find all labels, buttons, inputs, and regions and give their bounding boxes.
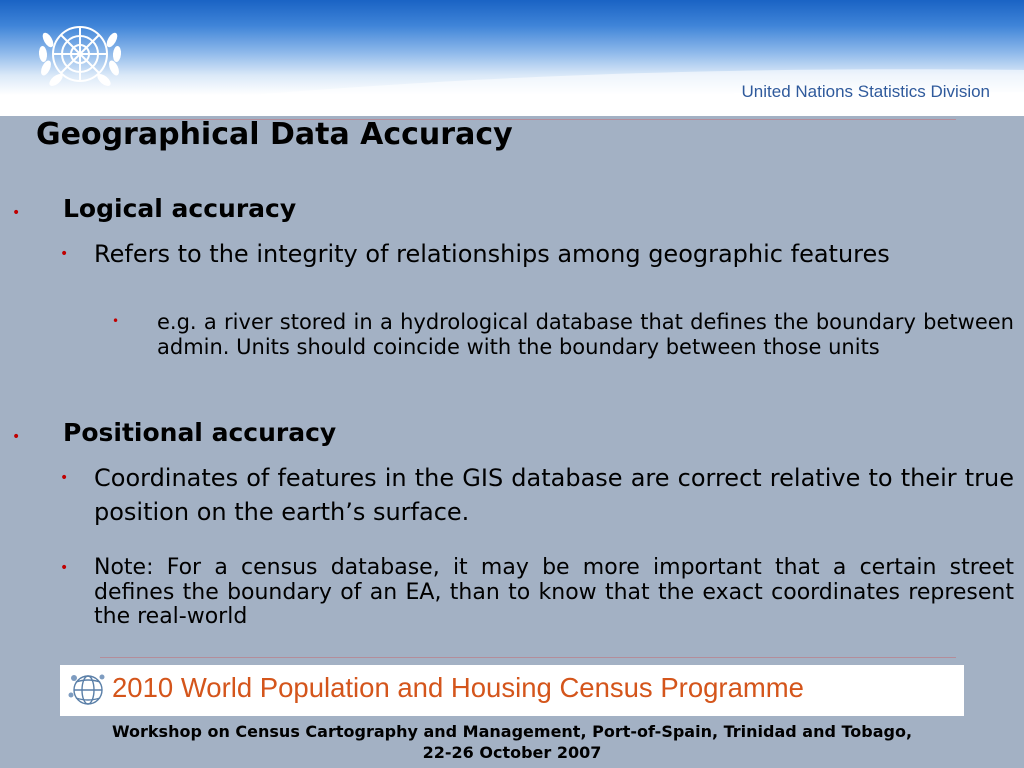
slide-title: Geographical Data Accuracy xyxy=(36,117,513,152)
census-programme-title: 2010 World Population and Housing Census Programme xyxy=(112,672,804,703)
footer-divider xyxy=(100,657,956,658)
footer-line-dates: 22-26 October 2007 xyxy=(422,743,602,762)
section-heading-positional-accuracy: Positional accuracy xyxy=(63,418,337,447)
bullet-marker: • xyxy=(12,205,21,221)
bullet-marker: • xyxy=(60,560,69,576)
point-census-database-note: Note: For a census database, it may be more important that a certain street defines the boundary of an EA, than to know that the exact coordinates represent the real-world xyxy=(94,555,1014,629)
un-emblem-icon xyxy=(28,10,132,104)
subpoint-river-example: e.g. a river stored in a hydrological database that defines the boundary between admin. Units should coincide with the boundary between those units xyxy=(157,310,1014,359)
section-heading-logical-accuracy: Logical accuracy xyxy=(63,194,297,223)
organization-name: United Nations Statistics Division xyxy=(741,82,990,101)
bullet-marker: • xyxy=(12,429,21,445)
census-programme-globe-icon xyxy=(66,669,110,709)
bullet-marker: • xyxy=(60,246,69,262)
footer-line-workshop: Workshop on Census Cartography and Management, Port-of-Spain, Trinidad and Tobago, xyxy=(111,722,913,741)
point-coordinates-correct: Coordinates of features in the GIS database are correct relative to their true position on the earth’s surface. xyxy=(94,464,1014,526)
point-integrity-of-relationships: Refers to the integrity of relationships among geographic features xyxy=(94,240,890,268)
header-banner xyxy=(0,0,1024,116)
bullet-marker: • xyxy=(112,314,120,328)
bullet-marker: • xyxy=(60,470,69,486)
census-programme-banner xyxy=(60,665,964,716)
workshop-footer xyxy=(0,721,1024,763)
